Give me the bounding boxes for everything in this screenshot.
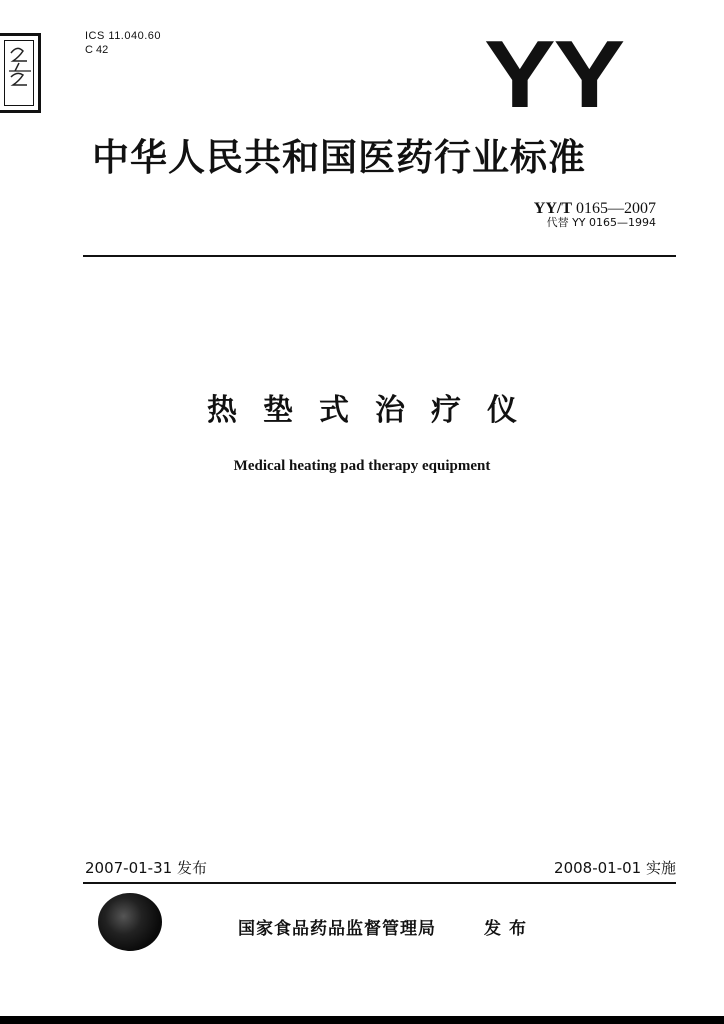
- publisher-name: 国家食品药品监督管理局: [238, 919, 436, 939]
- official-seal-icon: [98, 893, 162, 951]
- ics-code: ICS 11.040.60: [85, 30, 162, 42]
- scan-edge-bar: [0, 1016, 724, 1024]
- organization-title: 中华人民共和国医药行业标准: [92, 136, 586, 179]
- standard-prefix: YY/T: [533, 200, 572, 217]
- replaces-standard: 代替 YY 0165—1994: [546, 216, 656, 229]
- implementation-date: 2008-01-01 实施: [554, 859, 676, 877]
- archive-stamp-box: [0, 33, 41, 113]
- archive-stamp-inner: [4, 40, 34, 106]
- document-title-english: Medical heating pad therapy equipment: [233, 458, 491, 474]
- header-divider: [83, 255, 676, 257]
- ccs-code: C 42: [85, 44, 109, 56]
- publish-label: 发布: [484, 919, 534, 939]
- document-title-chinese: 热垫式治疗仪: [207, 393, 543, 428]
- yy-logo: YY: [484, 21, 623, 128]
- standard-code: 0165—2007: [572, 200, 656, 217]
- issue-date: 2007-01-31 发布: [85, 859, 207, 877]
- handwritten-number-icon: [5, 41, 35, 107]
- footer-divider: [83, 882, 676, 884]
